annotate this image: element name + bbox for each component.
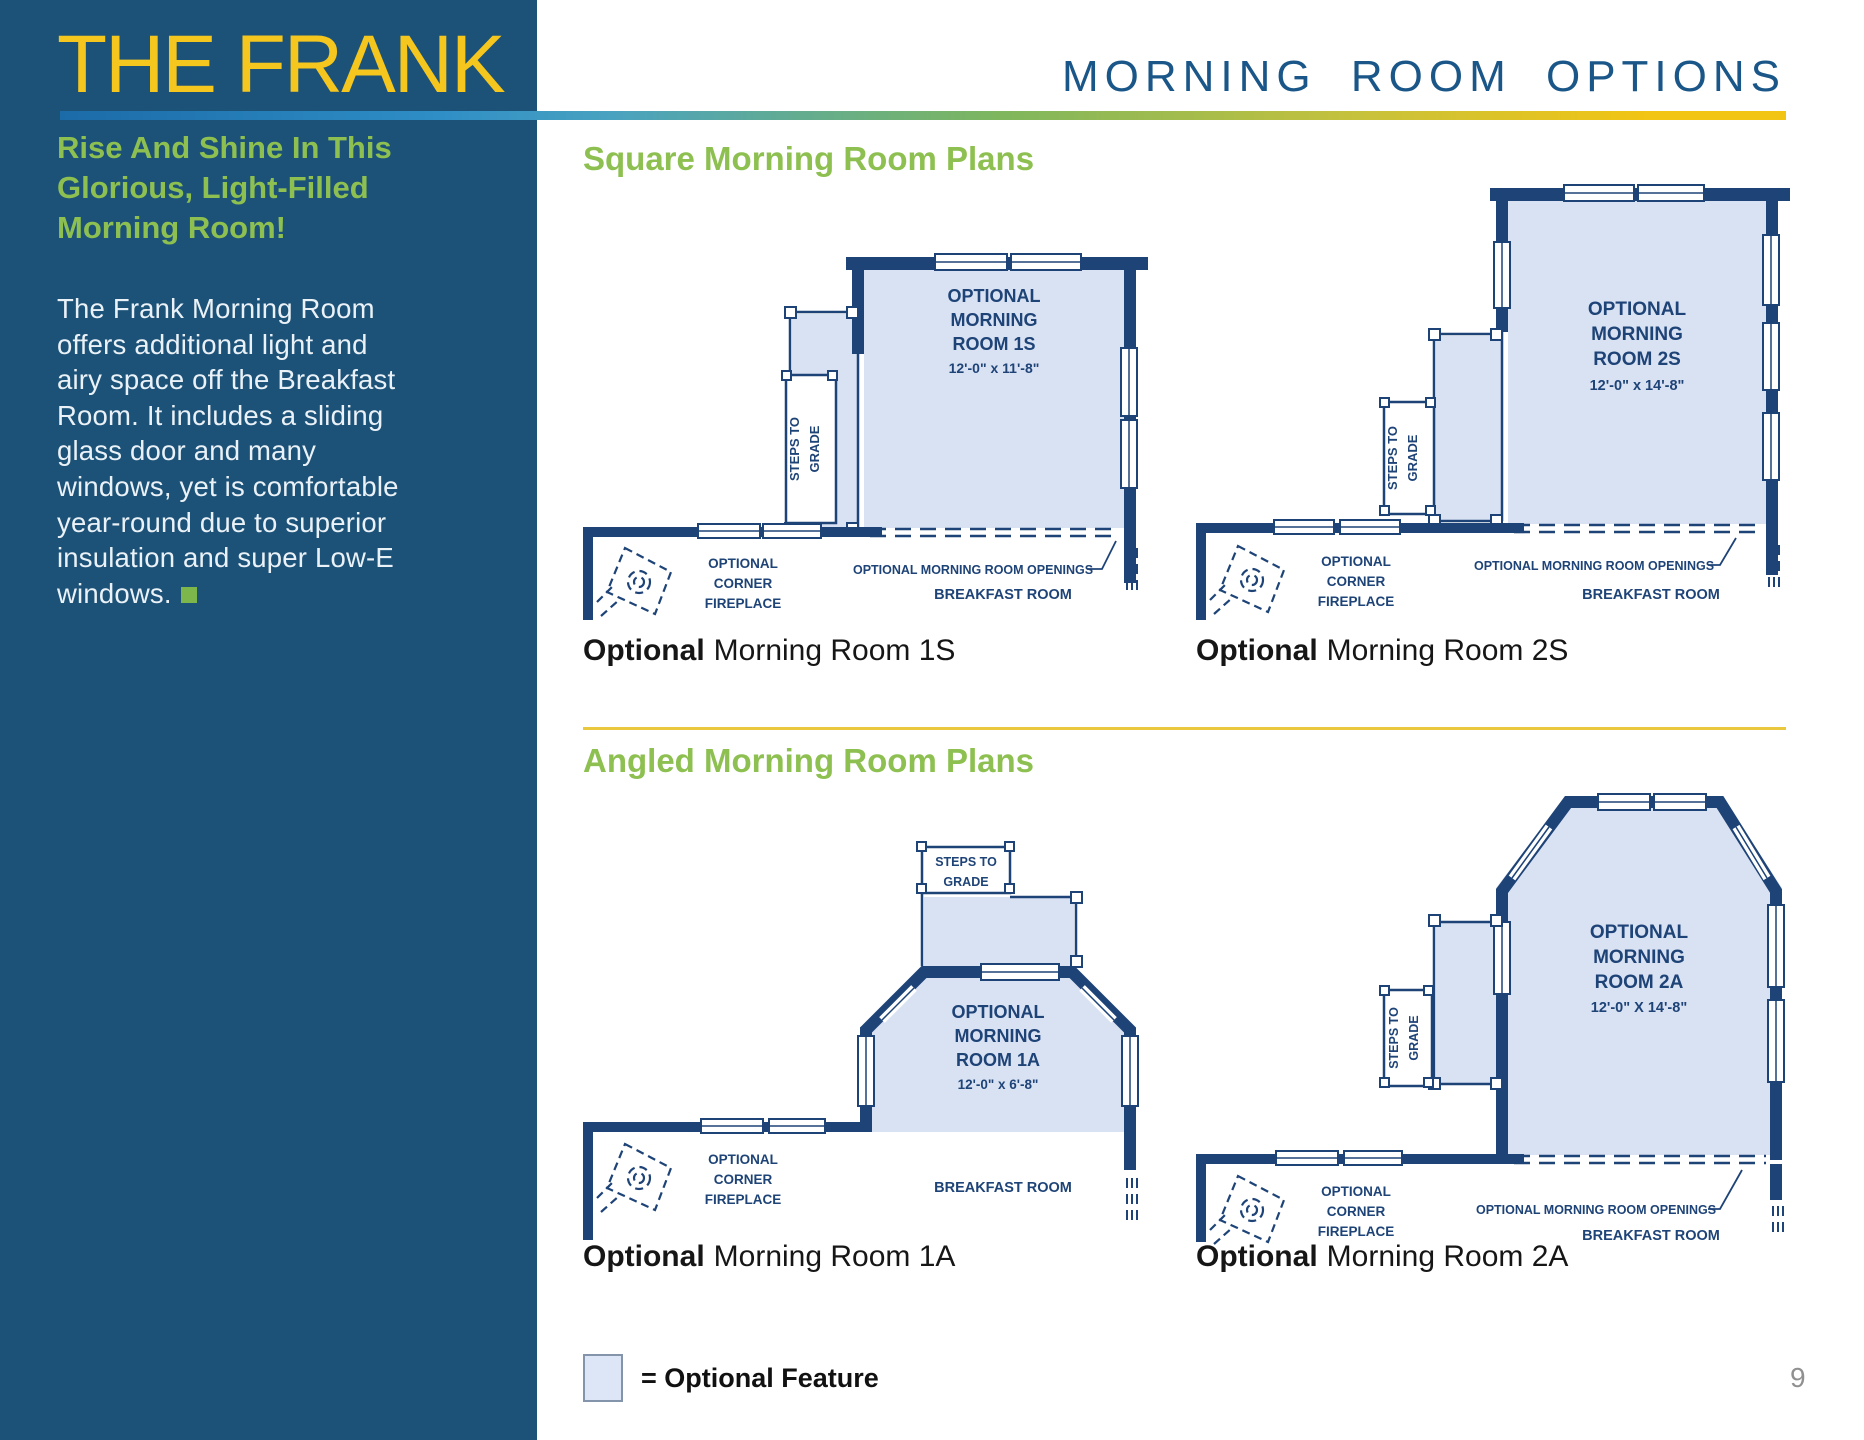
page-title: MORNING ROOM OPTIONS bbox=[1062, 52, 1786, 101]
corner-fireplace-icon bbox=[597, 1144, 671, 1212]
section-heading-square: Square Morning Room Plans bbox=[583, 140, 1035, 177]
steps-label: GRADE bbox=[1407, 1015, 1421, 1061]
fireplace-label: FIREPLACE bbox=[1317, 594, 1395, 609]
room-label: OPTIONAL bbox=[1587, 299, 1687, 320]
section-heading-angled: Angled Morning Room Plans bbox=[583, 742, 1034, 779]
fireplace-label: FIREPLACE bbox=[1317, 1224, 1395, 1239]
body-line: windows, yet is comfortable bbox=[57, 470, 399, 502]
body-line: The Frank Morning Room bbox=[57, 293, 375, 324]
caption-text: Morning Room 1A bbox=[713, 1240, 956, 1273]
openings-label: OPTIONAL MORNING ROOM OPENINGS bbox=[1473, 559, 1715, 573]
body-line bbox=[57, 576, 477, 612]
caption-2a bbox=[1196, 1240, 1568, 1274]
steps-label: STEPS TO bbox=[935, 855, 997, 869]
room-dimensions: 12'-0" X 14'-8" bbox=[1590, 1000, 1688, 1016]
end-mark-square-icon bbox=[181, 587, 197, 603]
room-label: MORNING bbox=[1593, 947, 1685, 968]
fireplace-label: FIREPLACE bbox=[704, 1192, 782, 1207]
body-line: glass door and many bbox=[57, 435, 317, 467]
headline-line: Morning Room! bbox=[57, 210, 287, 245]
wall-section-hatch bbox=[1127, 1178, 1137, 1220]
floor-plan-1s bbox=[583, 150, 1158, 620]
fireplace-label: CORNER bbox=[1326, 574, 1386, 589]
steps-to-grade bbox=[782, 371, 837, 523]
openings-label: OPTIONAL MORNING ROOM OPENINGS bbox=[852, 563, 1094, 577]
steps-label: GRADE bbox=[807, 425, 822, 473]
fireplace-label: OPTIONAL bbox=[708, 556, 778, 571]
fireplace-label: FIREPLACE bbox=[704, 596, 782, 611]
corner-fireplace-icon bbox=[1210, 546, 1284, 614]
sidebar-headline bbox=[57, 128, 487, 248]
steps-label: STEPS TO bbox=[1385, 425, 1400, 491]
steps-label: STEPS TO bbox=[787, 416, 802, 482]
caption-text: Morning Room 2S bbox=[1326, 634, 1569, 667]
steps-label: GRADE bbox=[1405, 434, 1420, 482]
openings-label: OPTIONAL MORNING ROOM OPENINGS bbox=[1475, 1203, 1717, 1217]
caption-bold: Optional bbox=[583, 1240, 705, 1273]
room-label: ROOM 1S bbox=[952, 334, 1036, 354]
caption-bold: Optional bbox=[1196, 634, 1318, 667]
gradient-rule bbox=[60, 111, 1786, 120]
caption-bold: Optional bbox=[583, 634, 705, 667]
legend-optional-feature bbox=[583, 1354, 879, 1402]
body-line: airy space off the Breakfast bbox=[57, 364, 396, 396]
fireplace-label: CORNER bbox=[713, 576, 773, 591]
legend-label: = Optional Feature bbox=[641, 1362, 879, 1393]
breakfast-room-label: BREAKFAST ROOM bbox=[934, 587, 1072, 603]
caption-text: Morning Room 2A bbox=[1326, 1240, 1569, 1273]
corner-fireplace-icon bbox=[1210, 1176, 1284, 1244]
room-label: ROOM 1A bbox=[955, 1050, 1041, 1070]
room-dimensions: 12'-0" x 14'-8" bbox=[1589, 378, 1685, 394]
sidebar-paragraph bbox=[57, 291, 477, 611]
fireplace-label: CORNER bbox=[1326, 1204, 1386, 1219]
floor-plan-2a bbox=[1196, 790, 1796, 1245]
caption-text: Morning Room 1S bbox=[713, 634, 956, 667]
steps-label: STEPS TO bbox=[1387, 1007, 1401, 1069]
room-label: OPTIONAL bbox=[951, 1002, 1045, 1022]
sidebar bbox=[0, 0, 537, 1440]
caption-2s bbox=[1196, 634, 1568, 668]
caption-1s bbox=[583, 634, 955, 668]
room-label: ROOM 2A bbox=[1594, 972, 1684, 993]
breakfast-room-label: BREAKFAST ROOM bbox=[1582, 1228, 1720, 1244]
body-line: offers additional light and bbox=[57, 328, 368, 360]
breakfast-room-label: BREAKFAST ROOM bbox=[1582, 587, 1720, 603]
floor-plan-2s bbox=[1196, 150, 1796, 620]
caption-bold: Optional bbox=[1196, 1240, 1318, 1273]
breakfast-room-label: BREAKFAST ROOM bbox=[934, 1180, 1072, 1196]
fireplace-label: OPTIONAL bbox=[1321, 554, 1391, 569]
steps-to-grade bbox=[1380, 398, 1435, 515]
body-line: insulation and super Low-E bbox=[57, 542, 394, 574]
wall-section-hatch bbox=[1773, 1206, 1783, 1232]
room-label: MORNING bbox=[954, 1026, 1042, 1046]
fireplace-label: OPTIONAL bbox=[708, 1152, 778, 1167]
room-label: MORNING bbox=[1591, 324, 1683, 345]
headline-line: Rise And Shine In This bbox=[57, 130, 392, 165]
room-label: OPTIONAL bbox=[1589, 922, 1689, 943]
caption-1a bbox=[583, 1240, 955, 1274]
steps-to-grade bbox=[917, 842, 1014, 893]
page-number: 9 bbox=[1790, 1362, 1806, 1393]
floor-plan-1a bbox=[583, 790, 1158, 1245]
optional-feature-swatch-icon bbox=[583, 1354, 623, 1402]
steps-to-grade bbox=[1380, 986, 1433, 1087]
body-line: year-round due to superior bbox=[57, 506, 387, 538]
room-dimensions: 12'-0" x 6'-8" bbox=[957, 1077, 1039, 1092]
section-divider bbox=[583, 727, 1786, 730]
plan-name-title: THE FRANK bbox=[57, 19, 504, 110]
steps-label: GRADE bbox=[943, 875, 989, 889]
fireplace-label: CORNER bbox=[713, 1172, 773, 1187]
room-label: MORNING bbox=[950, 310, 1038, 330]
room-dimensions: 12'-0" x 11'-8" bbox=[948, 360, 1040, 376]
fireplace-label: OPTIONAL bbox=[1321, 1184, 1391, 1199]
body-line-text: windows. bbox=[57, 577, 172, 609]
room-label: OPTIONAL bbox=[947, 286, 1041, 306]
headline-line: Glorious, Light-Filled bbox=[57, 170, 369, 205]
corner-fireplace-icon bbox=[597, 548, 671, 616]
room-label: ROOM 2S bbox=[1593, 349, 1681, 370]
body-line: Room. It includes a sliding bbox=[57, 399, 384, 431]
